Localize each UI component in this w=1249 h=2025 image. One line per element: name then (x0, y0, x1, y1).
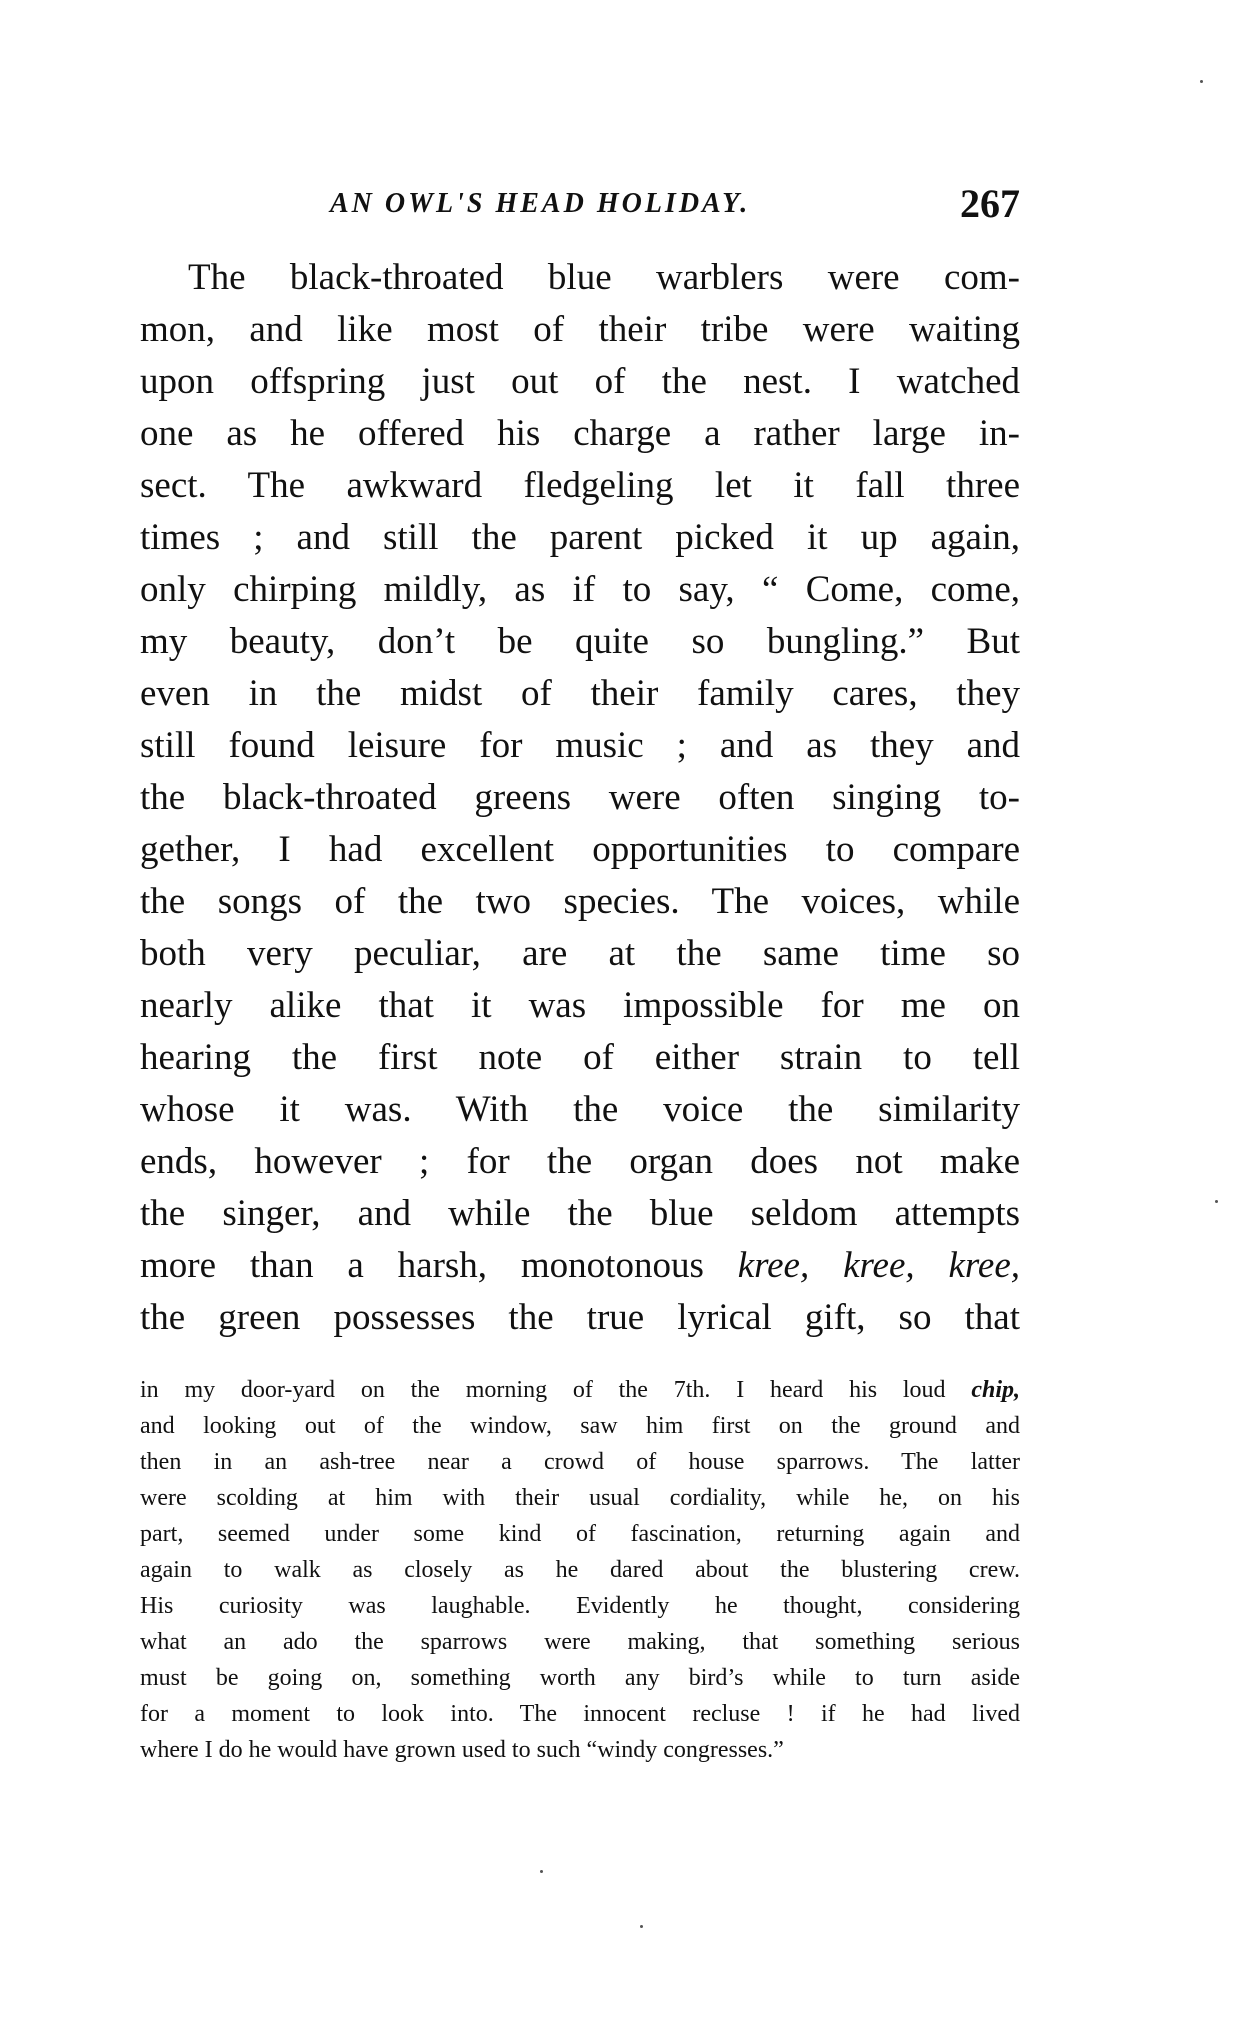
running-title: AN OWL'S HEAD HOLIDAY. (330, 188, 751, 219)
footnote-line: were scolding at him with their usual cordiality, while he, on his (140, 1485, 1020, 1511)
footnote (140, 1372, 1020, 1768)
footnote-line: and looking out of the window, saw him first on the ground and (140, 1413, 1020, 1439)
body-line: only chirping mildly, as if to say, “ Come, come, (140, 569, 1020, 610)
body-line: nearly alike that it was impossible for me on (140, 985, 1020, 1026)
body-line: the songs of the two species. The voices, while (140, 881, 1020, 922)
body-line: even in the midst of their family cares, they (140, 673, 1020, 714)
body-line-italic: kree, kree, kree, (737, 1245, 1020, 1286)
body-line: mon, and like most of their tribe were waiting (140, 309, 1020, 350)
speck (540, 1870, 543, 1873)
footnote-line: part, seemed under some kind of fascination, returning again and (140, 1521, 1020, 1547)
body-line: gether, I had excellent opportunities to compare (140, 829, 1020, 870)
running-head (140, 180, 1020, 230)
body-line: my beauty, don’t be quite so bungling.” But (140, 621, 1020, 662)
page-number: 267 (960, 181, 1020, 226)
body-line: times ; and still the parent picked it up again, (140, 517, 1020, 558)
body-line: one as he offered his charge a rather large in- (140, 413, 1020, 454)
footnote-line: where I do he would have grown used to such “windy congresses.” (140, 1737, 784, 1763)
footnote-line-italic: chip, (971, 1377, 1020, 1403)
body-line-text: more than a harsh, monotonous (140, 1245, 738, 1286)
footnote-line: then in an ash-tree near a crowd of house sparrows. The latter (140, 1449, 1020, 1475)
body-line (140, 1240, 1020, 1292)
footnote-line: His curiosity was laughable. Evidently he thought, considering (140, 1593, 1020, 1619)
body-line: both very peculiar, are at the same time so (140, 933, 1020, 974)
body-line: upon offspring just out of the nest. I watched (140, 361, 1020, 402)
main-paragraph (140, 252, 1020, 1344)
speck (640, 1925, 643, 1928)
footnote-line: for a moment to look into. The innocent recluse ! if he had lived (140, 1701, 1020, 1727)
footnote-line-text: in my door-yard on the morning of the 7th. I heard his loud (140, 1377, 972, 1403)
speck (1215, 1200, 1218, 1203)
body-line: whose it was. With the voice the similarity (140, 1089, 1020, 1130)
body-line: sect. The awkward fledgeling let it fall three (140, 465, 1020, 506)
footnote-line: what an ado the sparrows were making, that something serious (140, 1629, 1020, 1655)
speck (1200, 80, 1203, 83)
body-line: the black-throated greens were often singing to- (140, 777, 1020, 818)
footnote-line: again to walk as closely as he dared about the blustering crew. (140, 1557, 1020, 1583)
body-line: still found leisure for music ; and as they and (140, 725, 1020, 766)
body-line: hearing the first note of either strain to tell (140, 1037, 1020, 1078)
footnote-line: must be going on, something worth any bird’s while to turn aside (140, 1665, 1020, 1691)
body-line: the singer, and while the blue seldom attempts (140, 1193, 1020, 1234)
body-line: The black-throated blue warblers were com- (188, 257, 1020, 298)
body-line: the green possesses the true lyrical gift, so that (140, 1297, 1020, 1338)
footnote-line (140, 1372, 1020, 1408)
body-line: ends, however ; for the organ does not make (140, 1141, 1020, 1182)
